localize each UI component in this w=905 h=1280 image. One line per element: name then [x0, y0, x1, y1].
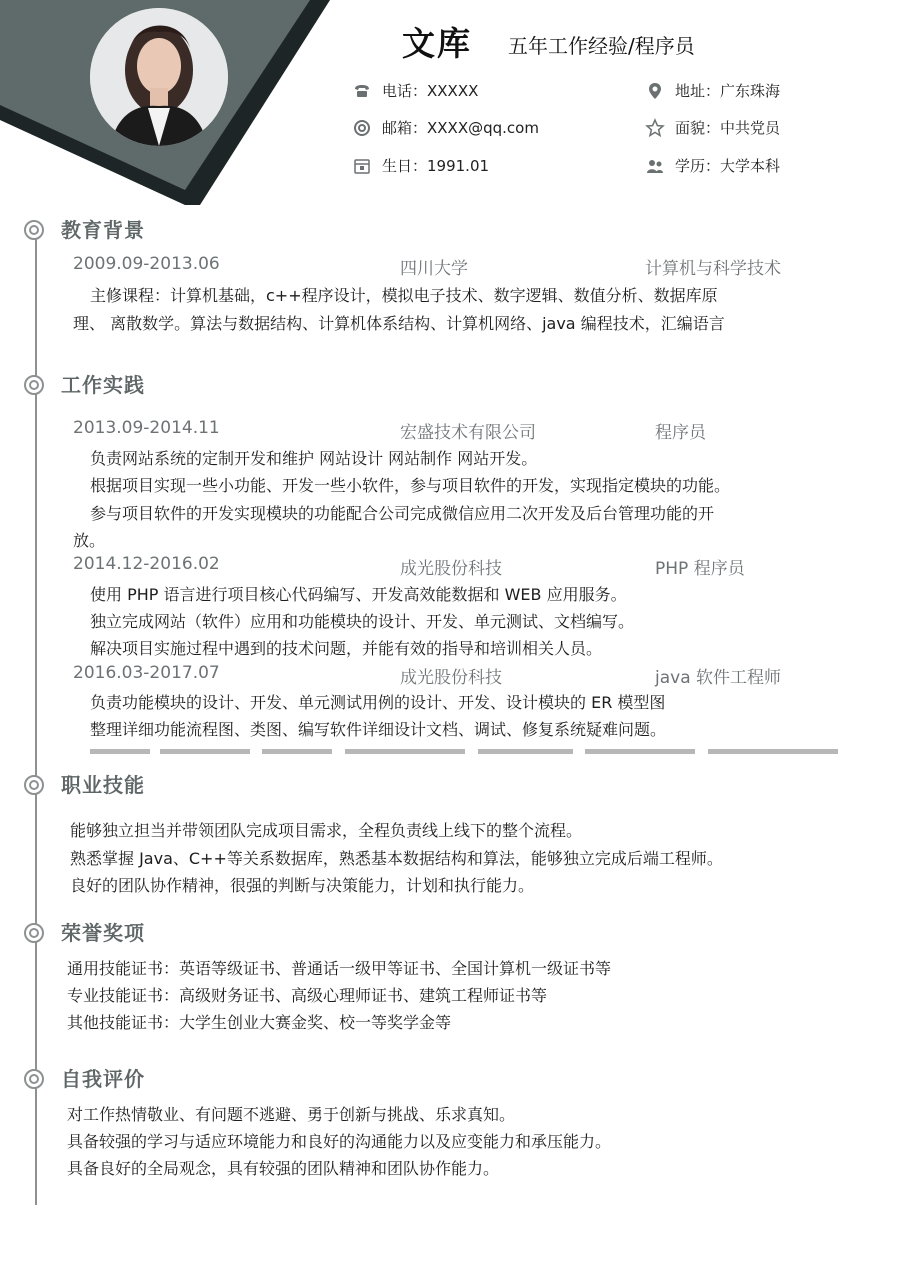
job-duty-line: 独立完成网站（软件）应用和功能模块的设计、开发、单元测试、文档编写。	[90, 612, 635, 631]
star-icon	[645, 118, 665, 138]
award-line: 专业技能证书：高级财务证书、高级心理师证书、建筑工程师证书等	[67, 986, 548, 1005]
award-line: 其他技能证书：大学生创业大赛金奖、校一等奖学金等	[67, 1013, 452, 1032]
education-period: 2009.09-2013.06	[73, 254, 220, 274]
skill-line: 能够独立担当并带领团队完成项目需求，全程负责线上线下的整个流程。	[70, 821, 583, 840]
job-duty-line: 根据项目实现一些小功能、开发一些小软件，参与项目软件的开发，实现指定模块的功能。	[90, 476, 731, 495]
education-info	[645, 155, 780, 176]
job-period: 2014.12-2016.02	[73, 554, 220, 574]
job-duty-line: 放。	[73, 531, 106, 550]
job-duty-line: 整理详细功能流程图、类图、编写软件详细设计文档、调试、修复系统疑难问题。	[90, 720, 667, 739]
work-title: 工作实践	[61, 373, 145, 397]
at-icon	[352, 118, 372, 138]
birthday-info	[352, 155, 489, 176]
self-evaluation-line: 对工作热情敬业、有问题不逃避、勇于创新与挑战、乐求真知。	[67, 1105, 516, 1124]
skills-title: 职业技能	[61, 773, 145, 797]
section-marker	[24, 1069, 44, 1089]
job-role: PHP 程序员	[655, 559, 745, 579]
job-duty-line: 负责功能模块的设计、开发、单元测试用例的设计、开发、设计模块的 ER 模型图	[90, 693, 666, 712]
job-subtitle: 五年工作经验/程序员	[508, 34, 695, 58]
skill-line: 良好的团队协作精神，很强的判断与决策能力，计划和执行能力。	[70, 876, 535, 895]
avatar	[90, 8, 228, 146]
education-school: 四川大学	[400, 259, 468, 279]
section-marker	[24, 775, 44, 795]
job-duty-line: 负责网站系统的定制开发和维护 网站设计 网站制作 网站开发。	[90, 449, 538, 468]
phone-icon	[352, 81, 372, 101]
address-info	[645, 80, 780, 101]
job-company: 成光股份科技	[400, 559, 502, 579]
section-marker	[24, 375, 44, 395]
skill-line: 熟悉掌握 Java、C++等关系数据库，熟悉基本数据结构和算法，能够独立完成后端工程师。	[70, 849, 723, 868]
education-course-line: 主修课程：计算机基础，c++程序设计，模拟电子技术、数字逻辑、数值分析、数据库原	[90, 286, 718, 305]
politics-text: 面貌：中共党员	[675, 119, 781, 137]
self-evaluation-line: 具备较强的学习与适应环境能力和良好的沟通能力以及应变能力和承压能力。	[67, 1132, 612, 1151]
job-role: 程序员	[655, 423, 706, 443]
location-pin-icon	[645, 81, 665, 101]
self-evaluation-title: 自我评价	[61, 1067, 145, 1091]
phone-info	[352, 80, 478, 101]
address-text: 地址：广东珠海	[675, 82, 781, 100]
job-period: 2016.03-2017.07	[73, 663, 220, 683]
award-line: 通用技能证书：英语等级证书、普通话一级甲等证书、全国计算机一级证书等	[67, 959, 612, 978]
education-course-line: 理、 离散数学。算法与数据结构、计算机体系结构、计算机网络、java 编程技术，汇编语言	[73, 314, 725, 333]
people-icon	[645, 156, 665, 176]
candidate-name: 文库	[402, 24, 472, 63]
education-title: 教育背景	[61, 218, 145, 242]
job-company: 宏盛技术有限公司	[400, 423, 536, 443]
section-marker	[24, 220, 44, 240]
email-text: 邮箱：XXXX@qq.com	[382, 119, 539, 137]
education-major: 计算机与科学技术	[645, 259, 781, 279]
job-duty-line: 解决项目实施过程中遇到的技术问题，并能有效的指导和培训相关人员。	[90, 639, 603, 658]
job-company: 成光股份科技	[400, 668, 502, 688]
job-duty-line: 参与项目软件的开发实现模块的功能配合公司完成微信应用二次开发及后台管理功能的开	[90, 504, 715, 523]
calendar-icon	[352, 156, 372, 176]
email-info	[352, 117, 539, 138]
politics-info	[645, 117, 780, 138]
job-period: 2013.09-2014.11	[73, 418, 220, 438]
self-evaluation-line: 具备良好的全局观念，具有较强的团队精神和团队协作能力。	[67, 1159, 500, 1178]
awards-title: 荣誉奖项	[61, 921, 145, 945]
section-marker	[24, 923, 44, 943]
phone-text: 电话：XXXXX	[382, 82, 479, 100]
job-duty-line: 使用 PHP 语言进行项目核心代码编写、开发高效能数据和 WEB 应用服务。	[90, 585, 627, 604]
job-role: java 软件工程师	[655, 668, 782, 688]
truncated-text-fragment	[90, 742, 850, 754]
birthday-text: 生日：1991.01	[382, 157, 490, 175]
cut-off-text-edge	[90, 745, 850, 754]
education-level-text: 学历：大学本科	[675, 157, 781, 175]
